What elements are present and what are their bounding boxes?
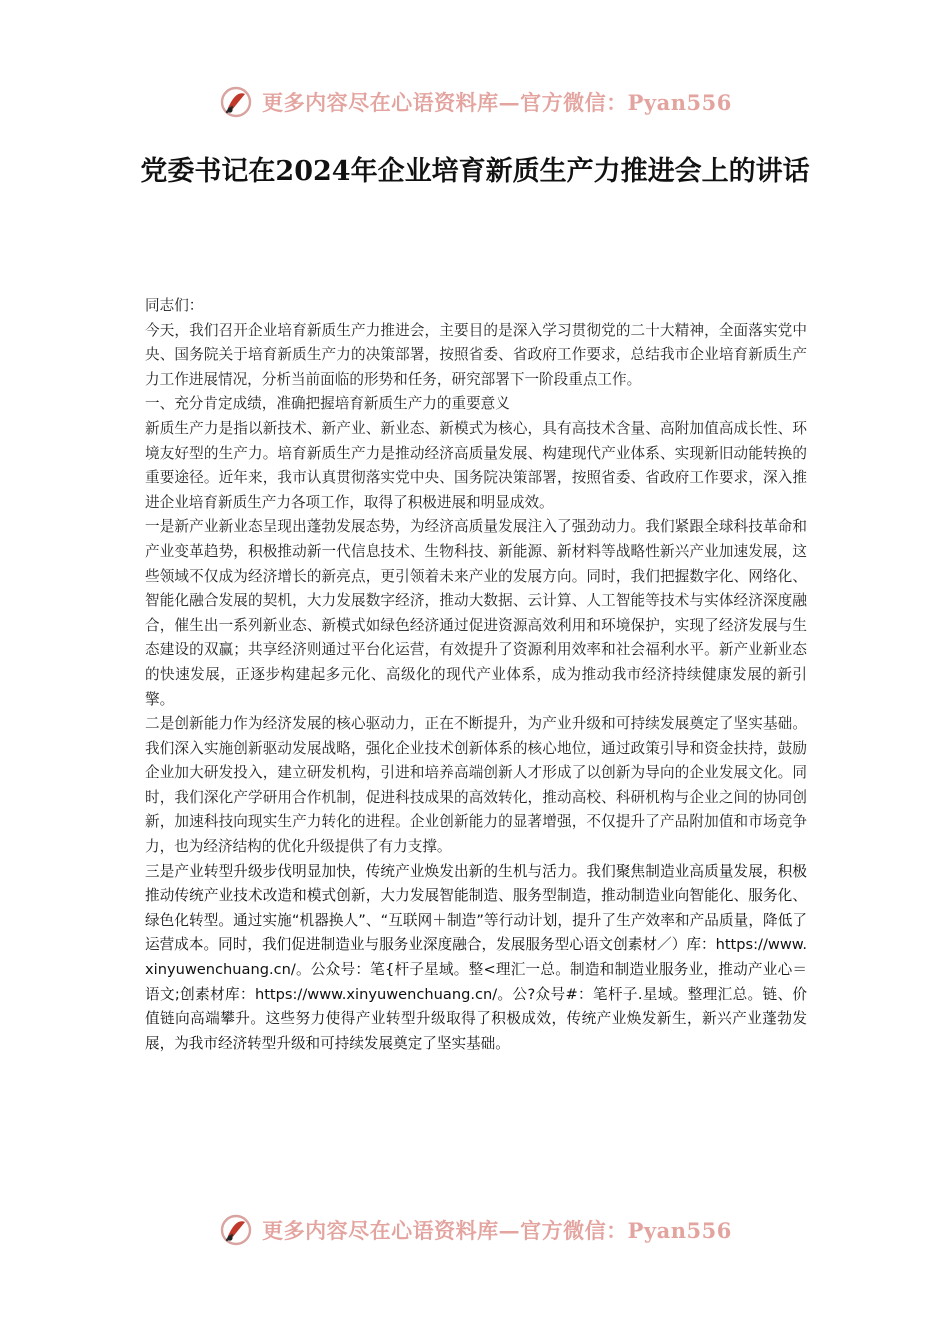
paragraph-point-1: 一是新产业新业态呈现出蓬勃发展态势，为经济高质量发展注入了强劲动力。我们紧跟全球科技革命和产业变革趋势，积极推动新一代信息技术、生物科技、新能源、新材料等战略性新兴产业加速发展，这些领域不仅成为经济增长的新亮点，更引领着未来产业的发展方向。同时，我们把握数字化、网络化、智能化融合发展的契机，大力发展数字经济，推动大数据、云计算、人工智能等技术与实体经济深度融合，催生出一系列新业态、新模式如绿色经济通过促进资源高效利用和环境保护，实现了经济发展与生态建设的双赢；共享经济则通过平台化运营，有效提升了资源利用效率和社会福利水平。新产业新业态的快速发展，正逐步构建起多元化、高级化的现代产业体系，成为推动我市经济持续健康发展的新引擎。 <box>145 518 807 708</box>
document-title: 党委书记在2024年企业培育新质生产力推进会上的讲话 <box>140 156 810 187</box>
pen-nib-logo-icon <box>218 1212 254 1248</box>
watermark-text: 更多内容尽在心语资料库—官方微信：Pyan556 <box>262 90 732 115</box>
salutation: 同志们： <box>145 297 204 314</box>
watermark-banner-bottom <box>0 1208 950 1252</box>
watermark-banner-top <box>0 80 950 124</box>
document-body <box>145 294 807 1056</box>
paragraph-definition: 新质生产力是指以新技术、新产业、新业态、新模式为核心，具有高技术含量、高附加值高成长性、环境友好型的生产力。培育新质生产力是推动经济高质量发展、构建现代产业体系、实现新旧动能转换的重要途径。近年来，我市认真贯彻落实党中央、国务院决策部署，按照省委、省政府工作要求，深入推进企业培育新质生产力各项工作，取得了积极进展和明显成效。 <box>145 419 807 511</box>
pen-nib-logo-icon <box>218 84 254 120</box>
watermark-text: 更多内容尽在心语资料库—官方微信：Pyan556 <box>262 1218 732 1243</box>
paragraph-intro: 今天，我们召开企业培育新质生产力推进会，主要目的是深入学习贯彻党的二十大精神，全面落实党中央、国务院关于培育新质生产力的决策部署，按照省委、省政府工作要求，总结我市企业培育新质生产力工作进展情况，分析当前面临的形势和任务，研究部署下一阶段重点工作。 <box>145 321 807 388</box>
paragraph-point-3: 三是产业转型升级步伐明显加快，传统产业焕发出新的生机与活力。我们聚焦制造业高质量发展，积极推动传统产业技术改造和模式创新，大力发展智能制造、服务型制造，推动制造业向智能化、服务化、绿色化转型。通过实施“机器换人”、“互联网＋制造”等行动计划，提升了生产效率和产品质量，降低了运营成本。同时，我们促进制造业与服务业深度融合，发展服务型心语文创素材／）库：https://www.xinyuwenchuang.cn/。公众号：笔{杆子星域。整<理汇一总。制造和制造业服务业，推动产业心＝语文;创素材库：https://www.xinyuwenchuang.cn/。公?众号#：笔杆子.星域。整理汇总。链、价值链向高端攀升。这些努力使得产业转型升级取得了积极成效，传统产业焕发新生，新兴产业蓬勃发展，为我市经济转型升级和可持续发展奠定了坚实基础。 <box>145 862 807 1052</box>
section-heading-1: 一、充分肯定成绩，准确把握培育新质生产力的重要意义 <box>145 395 510 413</box>
paragraph-point-2: 二是创新能力作为经济发展的核心驱动力，正在不断提升，为产业升级和可持续发展奠定了坚实基础。我们深入实施创新驱动发展战略，强化企业技术创新体系的核心地位，通过政策引导和资金扶持，鼓励企业加大研发投入，建立研发机构，引进和培养高端创新人才形成了以创新为导向的企业发展文化。同时，我们深化产学研用合作机制，促进科技成果的高效转化，推动高校、科研机构与企业之间的协同创新，加速科技向现实生产力转化的进程。企业创新能力的显著增强，不仅提升了产品附加值和市场竞争力，也为经济结构的优化升级提供了有力支撑。 <box>145 715 807 856</box>
